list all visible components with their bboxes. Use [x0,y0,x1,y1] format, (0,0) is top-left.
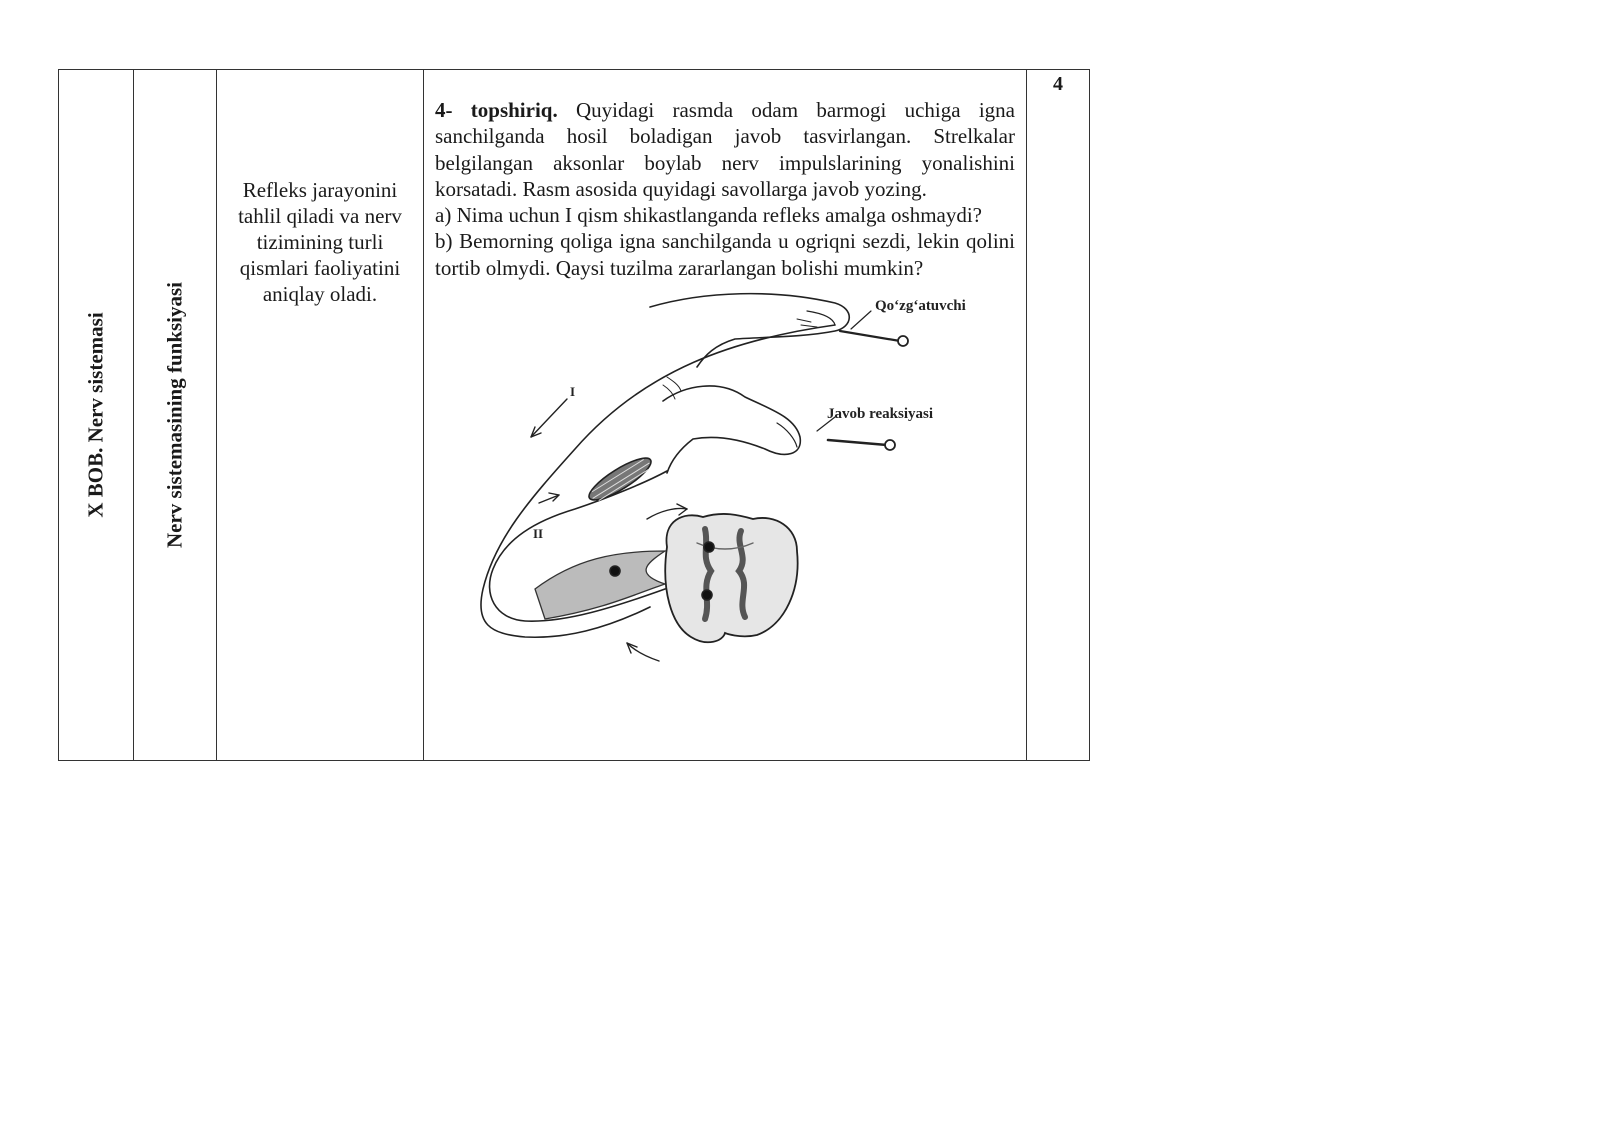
task-intro: Quyidagi rasmda odam barmogi uchiga igna sanchilganda hosil boladigan javob tasvirlangan. Strelkalar belgilangan aksonlar boylab nerv impulslarining yonalishini korsatadi. Rasm asosida quyidagi savollarga javob yozing. [435,98,1016,201]
arrow-root-out [627,643,659,661]
question-a: a) Nima uchun I qism shikastlanganda refleks amalga oshmaydi? [435,203,983,228]
table-row [59,70,1090,761]
reflex-arc-figure [435,289,1015,699]
chapter-cell [59,70,134,761]
finger-top-outline [650,294,849,367]
label-nerve-II: II [533,526,544,542]
task-cell [424,70,1027,761]
arrow-sensory [531,399,567,437]
topic-cell [134,70,217,761]
score-value: 4 [1053,73,1063,95]
task-body [424,70,1026,699]
label-response: Javob reaksiyasi [827,406,933,423]
task-intro-paragraph [435,97,1015,202]
score-cell [1027,70,1090,761]
topic-title: Nerv sistemasining funksiyasi [162,281,187,549]
chapter-title: X BOB. Nerv sistemasi [83,312,108,518]
label-nerve-I: I [570,384,576,400]
reflex-arc-drawing [435,289,1015,699]
finger-bottom-outline [663,386,800,473]
question-b: b) Bemorning qoliga igna sanchilganda u ogriqni sezdi, lekin qolini tortib olmydi. Qaysi tuzilma zararlangan bolishi mumkin? [435,229,1015,280]
learning-outcome: Refleks jarayonini tahlil qiladi va nerv tizimining turli qismlari faoliyatini aniqlay oladi. [238,178,402,306]
arrow-motor [539,495,559,503]
assessment-table [58,69,1090,761]
spinal-cord-section [665,514,797,642]
muscle-bundle [584,452,656,507]
task-number: 4- topshiriq. [435,98,558,122]
outcome-cell [217,70,424,761]
label-stimulus: Qo‘zg‘atuvchi [875,298,966,315]
